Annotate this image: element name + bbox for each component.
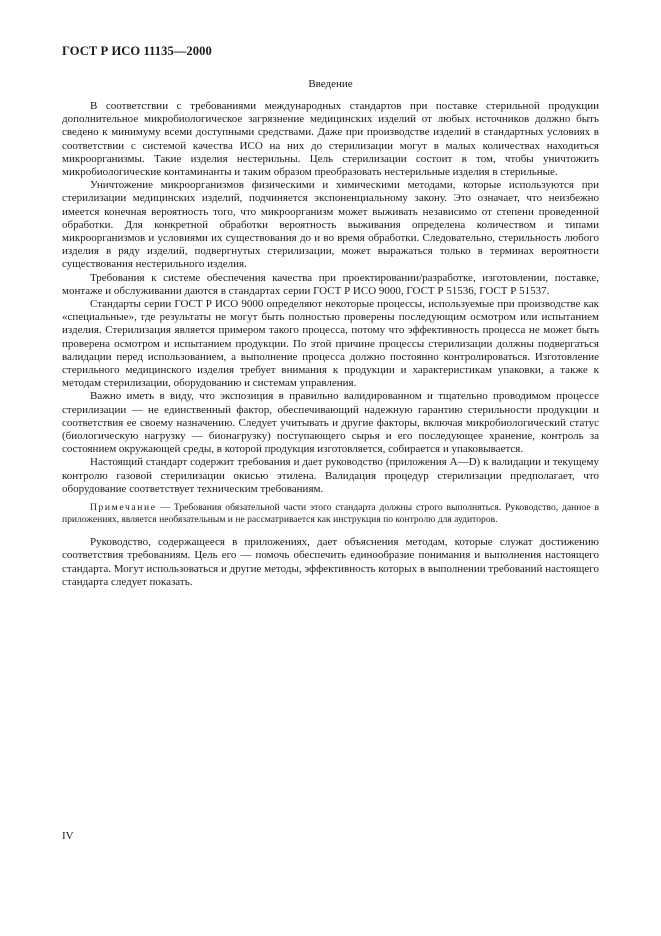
main-text <box>62 100 599 589</box>
note <box>62 502 599 526</box>
section-title: Введение <box>308 78 353 90</box>
document-number-header: ГОСТ Р ИСО 11135—2000 <box>62 44 212 58</box>
paragraph-2: Уничтожение микроорганизмов физическими и химическими методами, которые используются при стерилизации медицинских изделий, подчиняется экспоненциальному закону. Это означает, что неизбежно имеется конечная вероятность того, что микроорганизм может выживать независимо от степени проведенной обработки. Для конкретной обработки вероятность выживания определена количеством и типами микроорганизмов и условиями их существования до и во время обработки. Следовательно, стерильность любого изделия в ряду изделий, подвергнутых стерилизации, может выражаться только в терминах вероятности существования нестерильного изделия. <box>62 179 599 271</box>
closing-paragraph: Руководство, содержащееся в приложениях, дает объяснения методам, которые служат достижению соответствия требованиям. Цель его — помочь обеспечить единообразие понимания и выполнения настоящего стандарта. Могут использоваться и другие методы, эффективность которых в выполнении требований настоящего стандарта следует показать. <box>62 536 599 588</box>
note-text: — Требования обязательной части этого стандарта должны строго выполняться. Руководство, данное в приложениях, является необязательным и не рассматривается как инструкция по контролю для аудиторов. <box>62 502 599 526</box>
paragraph-4: Стандарты серии ГОСТ Р ИСО 9000 определяют некоторые процессы, используемые при производстве как «специальные», где результаты не могут быть полностью проверены последующим осмотром или испытанием изделия. Стерилизация является примером такого процесса, потому что эффективность процесса не может быть проверена осмотром и испытанием продукции. По этой причине процессы стерилизации должны подвергаться валидации перед использованием, а выполнение процесса должно постоянно контролироваться. Изготовление стерильного медицинского изделия требует внимания к продукции и характеристикам упаковки, а также к методам стерилизации, оборудованию и системам управления. <box>62 298 599 390</box>
page-number: IV <box>62 830 74 842</box>
note-label: Примечание <box>90 502 157 514</box>
paragraph-3: Требования к системе обеспечения качества при проектировании/разработке, изготовлении, поставке, монтаже и обслуживании даются в стандартах серии ГОСТ Р ИСО 9000, ГОСТ Р 51536, ГОСТ Р 51537. <box>62 271 599 297</box>
paragraph-1: В соответствии с требованиями международных стандартов при поставке стерильной продукции дополнительное микробиологическое загрязнение медицинских изделий от любых источников должно быть сведено к минимуму всеми доступными средствами. Даже при производстве изделий в стандартных условиях в соответствии с системой качества ИСО на них до стерилизации могут в малых количествах находиться микроорганизмы. Такие изделия нестерильны. Цель стерилизации состоит в том, чтобы уничтожить микробиологические контаминанты и таким образом преобразовать нестерильные изделия в стерильные. <box>62 100 599 179</box>
paragraph-5: Важно иметь в виду, что экспозиция в правильно валидированном и тщательно проводимом процессе стерилизации — не единственный фактор, обеспечивающий надежную гарантию стерильности продукции и соответствия ее своему назначению. Следует учитывать и другие факторы, включая микробиологический статус (биологическую нагрузку — бионагрузку) поступающего сырья и его последующее хранение, контроль за состоянием окружающей среды, в которой продукция изготовляется, собирается и упаковывается. <box>62 390 599 456</box>
paragraph-6: Настоящий стандарт содержит требования и дает руководство (приложения А—D) к валидации и текущему контролю газовой стерилизации окисью этилена. Валидация процедур стерилизации предполагает, что оборудование соответствует техническим требованиям. <box>62 456 599 495</box>
